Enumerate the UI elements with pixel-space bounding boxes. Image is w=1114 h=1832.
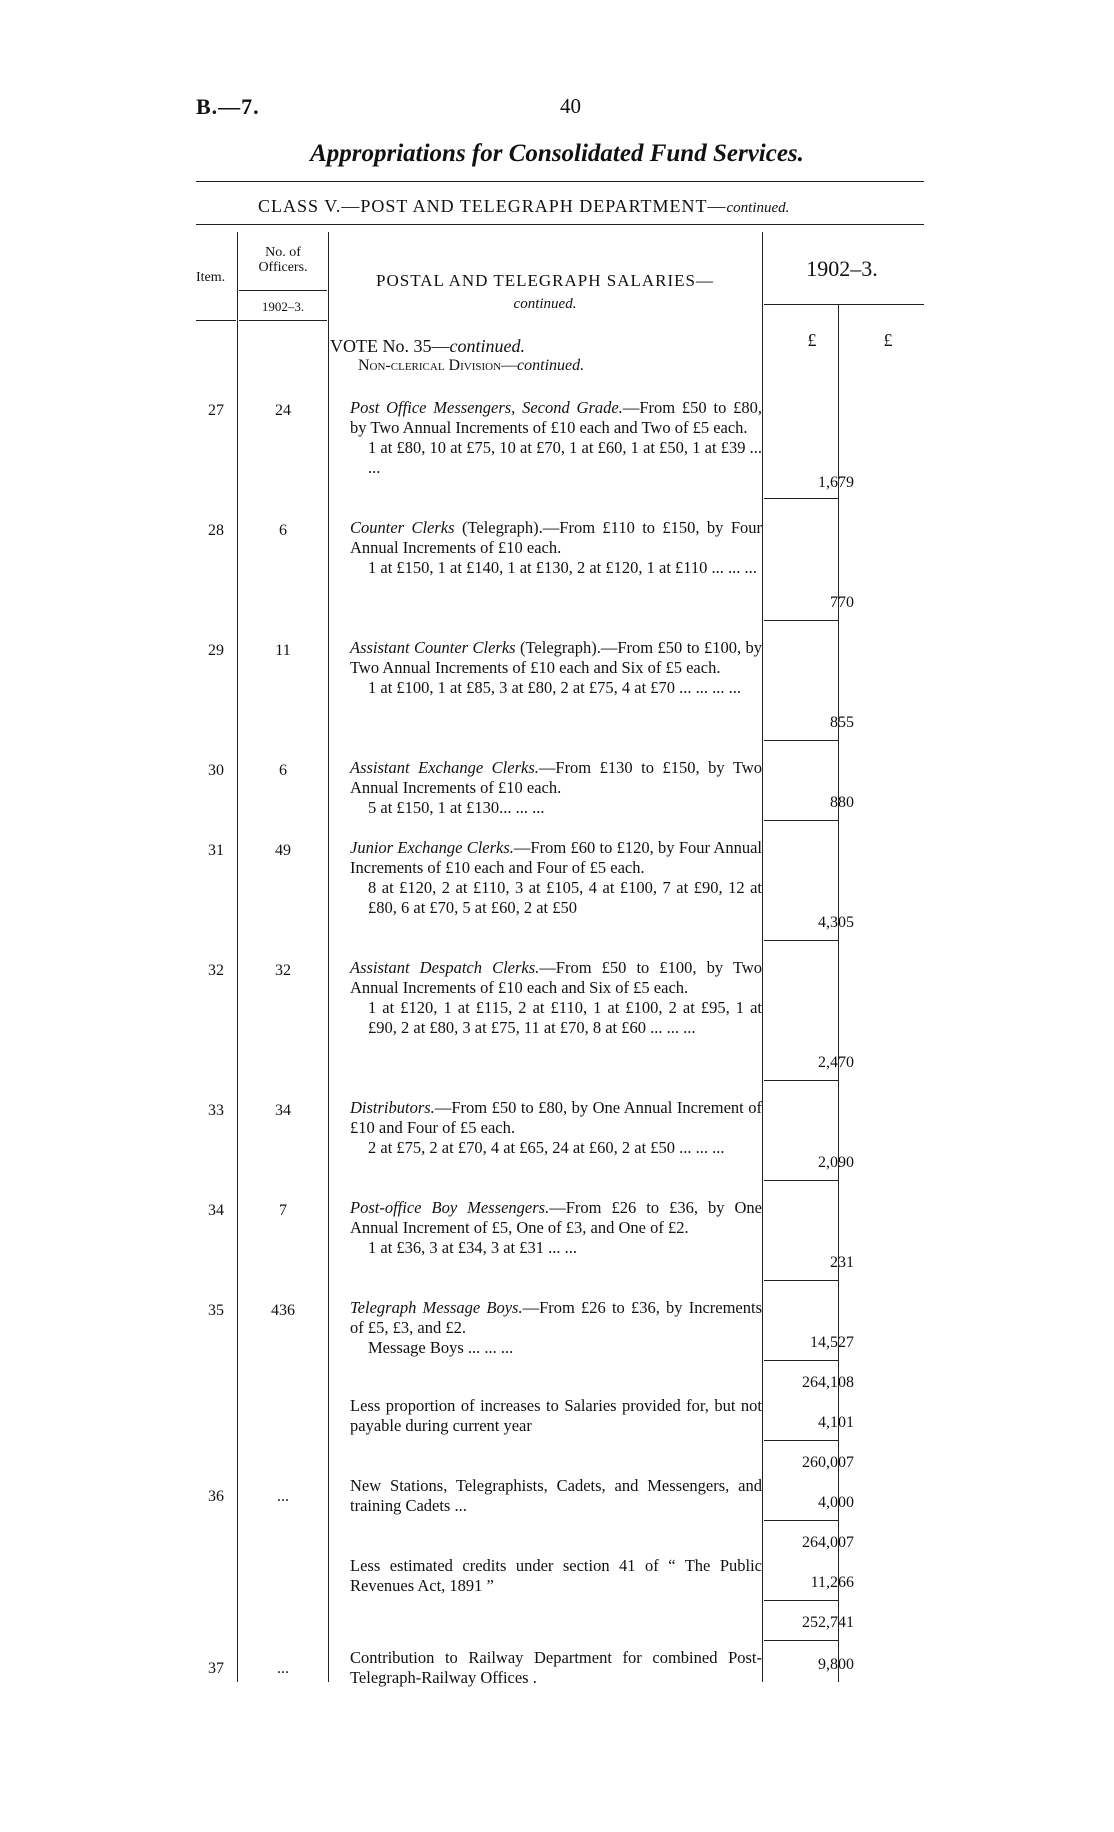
row-amount: 2,090 <box>818 1154 854 1171</box>
row-detail: 1 at £120, 1 at £115, 2 at £110, 1 at £100, 2 at £95, 1 at £90, 2 at £80, 3 at £75, 11 at £70, 8 at £60 ... ... ... <box>368 998 762 1037</box>
col-rule-amount <box>838 304 839 1682</box>
row-text: —From £26 to £36, by One Annual Increment of £5, One of £3, and One of £2. <box>350 1198 762 1237</box>
page-number: 40 <box>560 94 581 118</box>
header-bottom-rule <box>196 320 236 321</box>
class-rule <box>196 224 924 225</box>
row-description <box>350 518 762 578</box>
row-text: —From £50 to £80, by Two Annual Increments of £10 each and Two of £5 each. <box>350 398 763 437</box>
officers-count: 6 <box>279 522 287 539</box>
row-description <box>350 838 762 918</box>
officers-year-header: 1902–3. <box>261 299 305 314</box>
row-text: —From £130 to £150, by Two Annual Increments of £10 each. <box>350 758 762 797</box>
officers-count: 11 <box>275 642 291 659</box>
row-detail: 2 at £75, 2 at £70, 4 at £65, 24 at £60, 2 at £50 ... ... ... <box>368 1138 725 1157</box>
col-rule-description <box>762 232 763 1682</box>
row-detail: 1 at £36, 3 at £34, 3 at £31 ... ... <box>368 1238 577 1257</box>
row-amount: 14,527 <box>810 1334 854 1351</box>
row-text: —From £50 to £100, by Two Annual Increments of £10 each and Six of £5 each. <box>350 958 762 997</box>
amount-rule <box>764 740 838 741</box>
vote-heading <box>330 336 584 376</box>
amount-rule <box>764 1520 838 1521</box>
row-title: Counter Clerks <box>350 518 455 537</box>
row-title: Post Office Messengers, Second Grade. <box>350 398 623 417</box>
item-number: 37 <box>208 1660 224 1677</box>
row-detail: 1 at £80, 10 at £75, 10 at £70, 1 at £60, 1 at £50, 1 at £39 ... ... <box>368 438 762 477</box>
officers-count: 32 <box>275 962 291 979</box>
row-description <box>350 1198 762 1258</box>
row-title: Telegraph Message Boys. <box>350 1298 523 1317</box>
salaries-header <box>330 270 760 315</box>
subtotal-amount: 252,741 <box>802 1614 854 1631</box>
row-detail: Message Boys ... ... ... <box>368 1338 514 1357</box>
row-amount: 231 <box>830 1254 854 1271</box>
item-number: 35 <box>208 1302 224 1319</box>
item-number: 30 <box>208 762 224 779</box>
row-title: Distributors. <box>350 1098 435 1117</box>
item-number: 32 <box>208 962 224 979</box>
row-detail: 5 at £150, 1 at £130... ... ... <box>368 798 545 817</box>
item-number: 33 <box>208 1102 224 1119</box>
col-rule-officers <box>328 232 329 1682</box>
new-stations-amount: 4,000 <box>818 1494 854 1511</box>
class-heading-text: CLASS V.—POST AND TELEGRAPH DEPARTMENT— <box>258 196 727 216</box>
year-header: 1902–3. <box>806 256 878 281</box>
row-detail: 1 at £150, 1 at £140, 1 at £130, 2 at £120, 1 at £110 ... ... ... <box>368 558 757 577</box>
amount-rule <box>764 1600 838 1601</box>
row-text: —From £60 to £120, by Four Annual Increments of £10 each and Four of £5 each. <box>350 838 762 877</box>
row-title: Post-office Boy Messengers. <box>350 1198 550 1217</box>
year-header-rule <box>764 304 924 305</box>
railway-contribution-amount: 9,800 <box>818 1656 854 1673</box>
row-description <box>350 1298 762 1358</box>
officers-count: 24 <box>275 402 291 419</box>
row-amount: 2,470 <box>818 1054 854 1071</box>
item-header: Item. <box>196 270 226 285</box>
amount-rule <box>764 498 838 499</box>
amount-rule <box>764 1180 838 1181</box>
item-number: 29 <box>208 642 224 659</box>
row-text: (Telegraph).—From £110 to £150, by Four Annual Increments of £10 each. <box>350 518 762 557</box>
row-title: Assistant Exchange Clerks. <box>350 758 539 777</box>
vote-number: VOTE No. 35— <box>330 336 450 356</box>
row-title: Assistant Counter Clerks <box>350 638 516 657</box>
row-description <box>350 638 762 698</box>
row-amount: 1,679 <box>818 474 854 491</box>
header-bottom-rule-officers <box>239 320 327 321</box>
less-increases-label: Less proportion of increases to Salaries provided for, but not payable during current year <box>350 1396 762 1435</box>
officers-count: 436 <box>271 1302 295 1319</box>
amount-rule <box>764 1440 838 1441</box>
row-description <box>350 398 762 478</box>
row-amount: 770 <box>830 594 854 611</box>
officers-count: 49 <box>275 842 291 859</box>
officers-count: 6 <box>279 762 287 779</box>
amount-rule <box>764 1080 838 1081</box>
less-increases-amount: 4,101 <box>818 1414 854 1431</box>
new-stations-label: New Stations, Telegraphists, Cadets, and Messengers, and training Cadets ... <box>350 1476 762 1515</box>
less-credits-label: Less estimated credits under section 41 of “ The Public Revenues Act, 1891 ” <box>350 1556 762 1595</box>
amount-rule <box>764 820 838 821</box>
row-detail: 8 at £120, 2 at £110, 3 at £105, 4 at £100, 7 at £90, 12 at £80, 6 at £70, 5 at £60, 2 at £50 <box>368 878 762 917</box>
row-description <box>350 1098 762 1158</box>
row-text: —From £26 to £36, by Increments of £5, £3, and £2. <box>350 1298 763 1337</box>
officers-header-rule <box>239 290 327 291</box>
row-text: —From £50 to £80, by One Annual Increment of £10 and Four of £5 each. <box>350 1098 762 1137</box>
row-amount: 4,305 <box>818 914 854 931</box>
item-number: 28 <box>208 522 224 539</box>
amount-rule <box>764 1280 838 1281</box>
row-amount: 880 <box>830 794 854 811</box>
currency-symbol-2: £ <box>883 330 893 350</box>
officers-count: 34 <box>275 1102 291 1119</box>
subtotal-amount: 264,007 <box>802 1534 854 1551</box>
amount-rule <box>764 1640 838 1641</box>
row-title: Assistant Despatch Clerks. <box>350 958 540 977</box>
officers-header-line2: Officers. <box>258 260 308 275</box>
division-name: Non-clerical Division— <box>358 357 518 374</box>
class-heading <box>258 196 789 217</box>
class-heading-continued: continued. <box>726 200 790 216</box>
row-description <box>350 958 762 1038</box>
officers-header-line1: No. of <box>265 245 301 260</box>
item-number: 34 <box>208 1202 224 1219</box>
row-text: (Telegraph).—From £50 to £100, by Two Annual Increments of £10 each and Six of £5 each. <box>350 638 762 677</box>
document-reference: B.—7. <box>196 94 260 119</box>
row-amount: 855 <box>830 714 854 731</box>
row-description <box>350 758 762 818</box>
salaries-header-title: POSTAL AND TELEGRAPH SALARIES— <box>376 271 714 290</box>
item-number: 31 <box>208 842 224 859</box>
item-number: 27 <box>208 402 224 419</box>
col-rule-item <box>237 232 238 1682</box>
subtotal-amount: 260,007 <box>802 1454 854 1471</box>
division-continued: continued. <box>517 357 585 374</box>
subtotal-amount: 264,108 <box>802 1374 854 1391</box>
officers-header <box>239 245 327 275</box>
amount-rule <box>764 940 838 941</box>
currency-symbol-1: £ <box>807 330 817 350</box>
officers-count: 7 <box>279 1202 287 1219</box>
officers-count: ... <box>277 1488 289 1505</box>
page-title: Appropriations for Consolidated Fund Services. <box>310 140 804 167</box>
salaries-header-continued: continued. <box>513 296 577 312</box>
amount-rule <box>764 1360 838 1361</box>
railway-contribution-label: Contribution to Railway Department for combined Post-Telegraph-Railway Offices . <box>350 1648 762 1687</box>
amount-rule <box>764 620 838 621</box>
row-title: Junior Exchange Clerks. <box>350 838 514 857</box>
vote-continued: continued. <box>449 336 525 356</box>
item-number: 36 <box>208 1488 224 1505</box>
less-credits-amount: 11,266 <box>810 1574 854 1591</box>
row-detail: 1 at £100, 1 at £85, 3 at £80, 2 at £75, 4 at £70 ... ... ... ... <box>368 678 742 697</box>
officers-count: ... <box>277 1660 289 1677</box>
title-rule <box>196 181 924 182</box>
